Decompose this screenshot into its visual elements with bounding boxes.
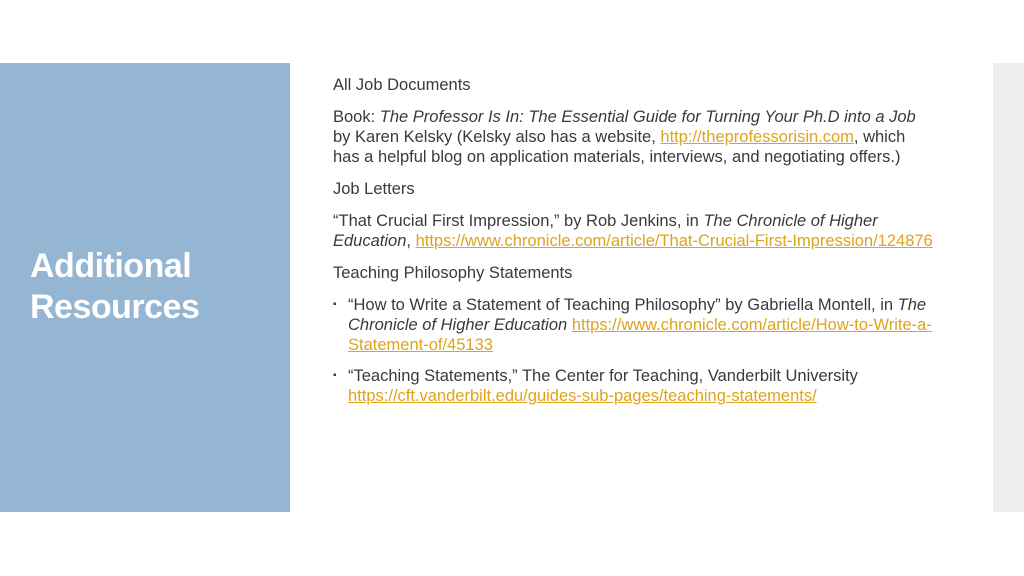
- section-heading-job-letters: Job Letters: [333, 180, 415, 198]
- job-letters-comma: ,: [406, 232, 416, 250]
- teaching-resources-list: [333, 295, 933, 406]
- resources-content: [333, 75, 933, 417]
- teaching-article: “How to Write a Statement of Teaching Philosophy” by Gabriella Montell, in: [348, 296, 898, 314]
- section-heading-teaching-philosophy: Teaching Philosophy Statements: [333, 264, 573, 282]
- vanderbilt-entry: “Teaching Statements,” The Center for Teaching, Vanderbilt University: [348, 367, 858, 385]
- square-bullet-icon: ▪: [333, 370, 337, 381]
- professorisin-link[interactable]: http://theprofessorisin.com: [660, 128, 854, 146]
- job-letters-publication: The Chronicle of Higher Education: [333, 212, 878, 250]
- slide-title: Additional Resources: [30, 247, 200, 326]
- right-decor-bar: [993, 63, 1024, 512]
- book-description: , which has a helpful blog on application materials, interviews, and negotiating offers.): [333, 128, 906, 166]
- teaching-publication: The Chronicle of Higher Education: [348, 296, 927, 334]
- book-title: The Professor Is In: The Essential Guide for Turning Your Ph.D into a Job: [379, 108, 916, 126]
- job-letters-entry: [333, 211, 933, 251]
- book-prefix: Book:: [333, 108, 380, 126]
- list-item: [333, 366, 933, 406]
- book-author: by Karen Kelsky (Kelsky also has a website,: [333, 128, 661, 146]
- book-entry: [333, 107, 933, 167]
- chronicle-first-impression-link[interactable]: https://www.chronicle.com/article/That-Crucial-First-Impression/124876: [415, 232, 933, 250]
- vanderbilt-teaching-statements-link[interactable]: https://cft.vanderbilt.edu/guides-sub-pages/teaching-statements/: [348, 387, 817, 405]
- section-heading-all-job-documents: All Job Documents: [333, 76, 471, 94]
- job-letters-article: “That Crucial First Impression,” by Rob Jenkins, in: [333, 212, 704, 230]
- chronicle-teaching-philosophy-link[interactable]: https://www.chronicle.com/article/How-to-Write-a-Statement-of/45133: [348, 316, 932, 354]
- square-bullet-icon: ▪: [333, 299, 337, 310]
- list-item: [333, 295, 933, 355]
